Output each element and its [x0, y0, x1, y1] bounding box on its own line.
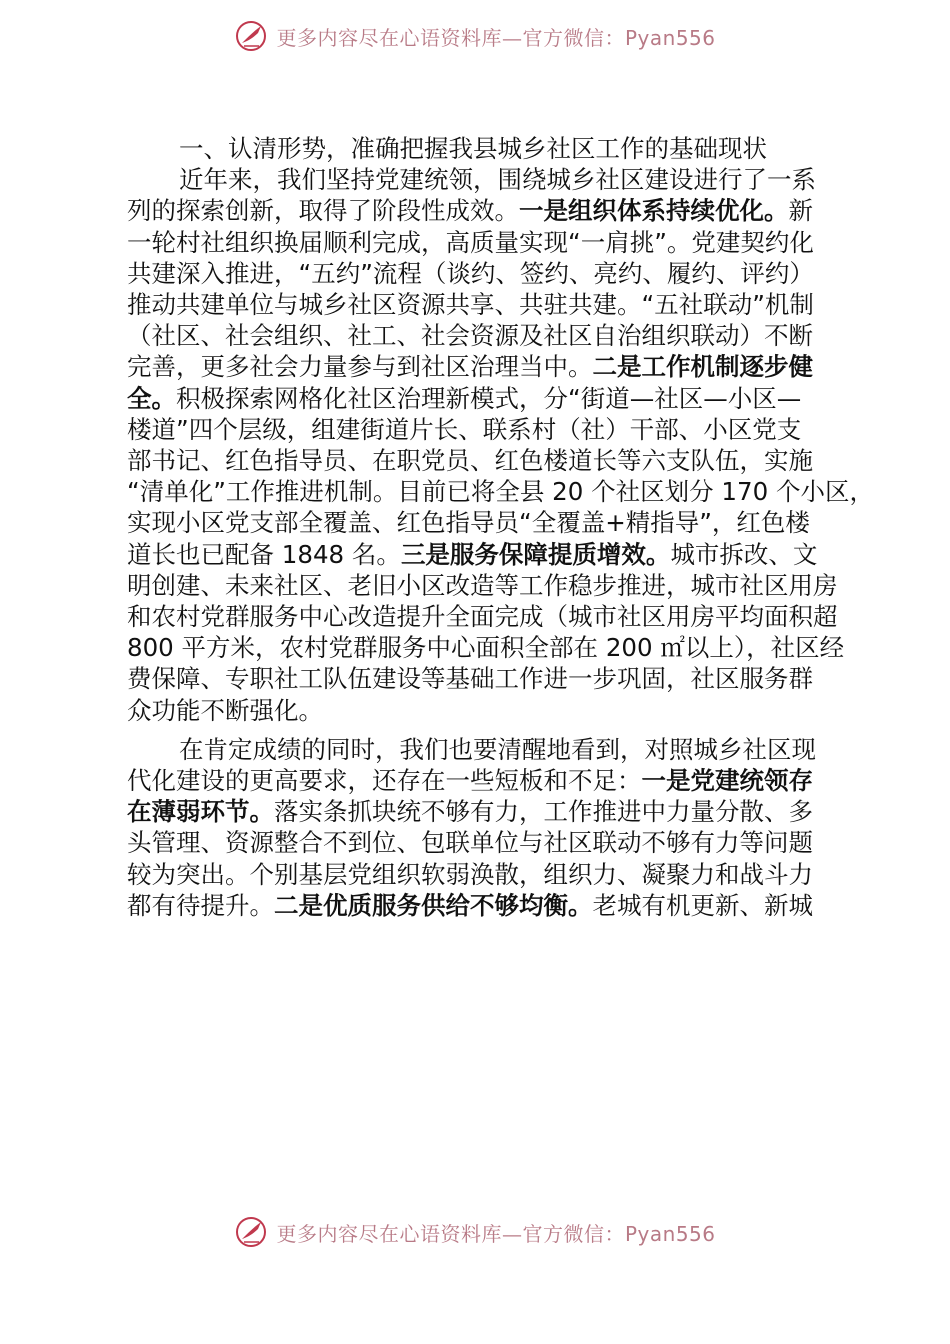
text-line — [127, 601, 849, 632]
text-run: （社区、社会组织、社工、社会资源及社区自治组织联动）不断 — [127, 321, 813, 351]
bold-text-run: 一是党建统领存 — [641, 766, 813, 796]
banner-site: 更多内容尽在心语资料库 — [276, 1221, 502, 1246]
banner-text — [276, 22, 715, 51]
text-run: 楼道”四个层级，组建街道片长、联系村（社）干部、小区党支 — [127, 414, 802, 444]
text-run: 费保障、专职社工队伍建设等基础工作进一步巩固，社区服务群 — [127, 664, 813, 694]
bold-text-run: 在薄弱环节。 — [127, 797, 274, 827]
text-line — [127, 507, 849, 538]
pen-logo-icon — [234, 19, 268, 53]
text-line — [127, 695, 849, 726]
text-line — [127, 351, 849, 382]
document-body — [127, 133, 874, 921]
banner-separator: — — [501, 25, 523, 50]
text-run: 列的探索创新，取得了阶段性成效。 — [127, 196, 519, 226]
text-line — [127, 663, 849, 694]
text-line — [127, 445, 849, 476]
text-line — [127, 476, 874, 507]
text-run: 一轮村社组织换届顺利完成，高质量实现“一肩挑”。党建契约化 — [127, 227, 814, 257]
text-line — [127, 796, 849, 827]
bold-text-run: 全。 — [127, 383, 176, 413]
bold-text-run: 二是工作机制逐步健 — [592, 352, 813, 382]
text-run: 共建深入推进，“五约”流程（谈约、签约、亮约、履约、评约） — [127, 258, 814, 288]
banner-contact: 官方微信： — [522, 1221, 625, 1246]
text-line — [127, 320, 849, 351]
text-line — [127, 414, 849, 445]
text-line — [127, 539, 849, 570]
text-line — [127, 258, 849, 289]
bold-text-run: 三是服务保障提质增效。 — [400, 539, 671, 569]
text-run: “清单化”工作推进机制。目前已将全县 20 个社区划分 170 个小区， — [127, 477, 874, 507]
text-run: 实现小区党支部全覆盖、红色指导员“全覆盖+精指导”，红色楼 — [127, 508, 810, 538]
banner-site: 更多内容尽在心语资料库 — [276, 25, 502, 50]
text-run: 800 平方米，农村党群服务中心面积全部在 200 ㎡以上），社区经 — [127, 633, 845, 663]
text-run: 新 — [788, 196, 813, 226]
text-line — [127, 859, 849, 890]
text-line — [127, 289, 849, 320]
text-run: 部书记、红色指导员、在职党员、红色楼道长等六支队伍，实施 — [127, 446, 813, 476]
text-run: 道长也已配备 1848 名。 — [127, 539, 401, 569]
text-line — [127, 227, 849, 258]
text-run: 都有待提升。 — [127, 890, 274, 920]
text-line — [127, 765, 849, 796]
header-banner — [0, 16, 950, 56]
text-run: 和农村党群服务中心改造提升全面完成（城市社区用房平均面积超 — [127, 602, 838, 632]
footer-banner — [0, 1212, 950, 1252]
text-line — [127, 383, 849, 414]
text-line — [127, 195, 849, 226]
text-run: 老城有机更新、新城 — [592, 890, 813, 920]
section-heading: 一、认清形势，准确把握我县城乡社区工作的基础现状 — [179, 134, 767, 163]
text-run: 明创建、未来社区、老旧小区改造等工作稳步推进，城市社区用房 — [127, 570, 838, 600]
text-run: 推动共建单位与城乡社区资源共享、共驻共建。“五社联动”机制 — [127, 290, 814, 320]
banner-wechat-id: Pyan556 — [624, 1221, 716, 1246]
text-line — [127, 164, 849, 195]
text-run: 代化建设的更高要求，还存在一些短板和不足： — [127, 766, 642, 796]
paragraph-2 — [127, 734, 849, 921]
text-line — [127, 734, 849, 765]
bold-text-run: 一是组织体系持续优化。 — [519, 196, 789, 226]
banner-text — [276, 1218, 715, 1247]
text-line — [127, 827, 849, 858]
paragraph-1 — [127, 164, 874, 726]
text-run: 较为突出。个别基层党组织软弱涣散，组织力、凝聚力和战斗力 — [127, 859, 813, 889]
text-line — [127, 632, 849, 663]
pen-logo-icon — [234, 1215, 268, 1249]
text-run: 在肯定成绩的同时，我们也要清醒地看到，对照城乡社区现 — [179, 734, 816, 764]
banner-contact: 官方微信： — [522, 25, 625, 50]
banner-wechat-id: Pyan556 — [624, 25, 716, 50]
text-run: 众功能不断强化。 — [127, 695, 323, 725]
text-line — [127, 890, 849, 921]
text-line — [127, 570, 849, 601]
text-run: 城市拆改、文 — [670, 539, 818, 569]
text-run: 近年来，我们坚持党建统领，围绕城乡社区建设进行了一系 — [179, 165, 816, 195]
text-run: 落实条抓块统不够有力，工作推进中力量分散、多 — [274, 797, 813, 827]
banner-separator: — — [501, 1221, 523, 1246]
text-run: 完善，更多社会力量参与到社区治理当中。 — [127, 352, 593, 382]
text-run: 头管理、资源整合不到位、包联单位与社区联动不够有力等问题 — [127, 828, 813, 858]
bold-text-run: 二是优质服务供给不够均衡。 — [274, 890, 593, 920]
text-run: 积极探索网格化社区治理新模式，分“街道—社区—小区— — [176, 383, 802, 413]
